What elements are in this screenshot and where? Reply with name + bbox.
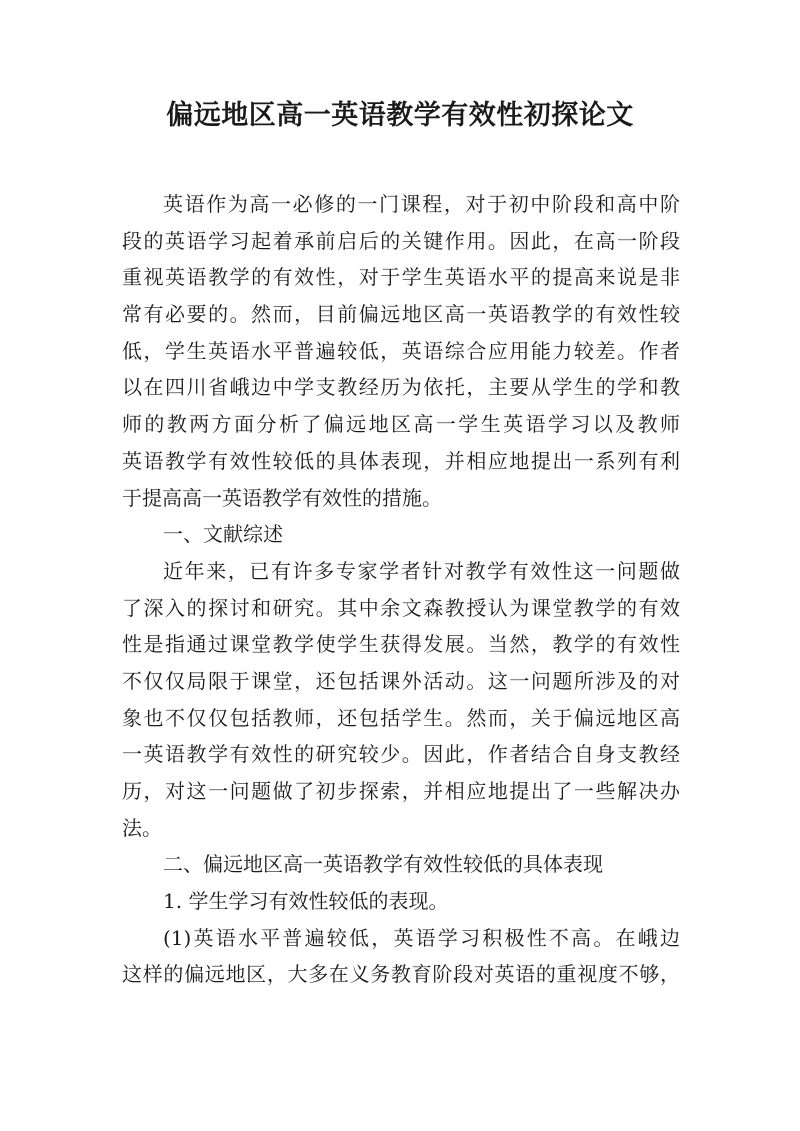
text-line: 常有必要的。然而，目前偏远地区高一英语教学的有效性较	[122, 302, 680, 327]
paragraph-point-one	[122, 920, 680, 993]
text-line: (1)英语水平普遍较低，英语学习积极性不高。在峨边	[163, 925, 680, 950]
paragraph-literature-review	[122, 553, 680, 847]
document-title: 偏远地区高一英语教学有效性初探论文	[166, 100, 634, 131]
text-line: 师的教两方面分析了偏远地区高一学生英语学习以及教师	[122, 412, 680, 437]
text-line: 重视英语教学的有效性，对于学生英语水平的提高来说是非	[122, 265, 680, 290]
text-line: 于提高高一英语教学有效性的措施。	[122, 485, 442, 510]
subsection-heading-student-learning: 1. 学生学习有效性较低的表现。	[163, 889, 449, 914]
text-line: 英语作为高一必修的一门课程，对于初中阶段和高中阶	[163, 192, 680, 216]
paragraph-intro	[122, 186, 680, 516]
text-line: 历，对这一问题做了初步探索，并相应地提出了一些解决办	[122, 779, 680, 803]
text-line: 了深入的探讨和研究。其中余文森教授认为课堂教学的有效	[122, 595, 680, 620]
text-line: 不仅仅局限于课堂，还包括课外活动。这一问题所涉及的对	[122, 668, 680, 693]
text-line: 这样的偏远地区，大多在义务教育阶段对英语的重视度不够，	[122, 962, 680, 987]
section-heading-literature-review: 一、文献综述	[163, 522, 283, 547]
text-line: 段的英语学习起着承前启后的关键作用。因此，在高一阶段	[122, 228, 680, 253]
text-line: 以在四川省峨边中学支教经历为依托，主要从学生的学和教	[122, 375, 680, 400]
text-line: 英语教学有效性较低的具体表现，并相应地提出一系列有利	[122, 448, 680, 473]
text-line: 近年来，已有许多专家学者针对教学有效性这一问题做	[163, 558, 680, 583]
text-line: 法。	[122, 815, 162, 840]
text-line: 象也不仅仅包括教师，还包括学生。然而，关于偏远地区高	[122, 705, 680, 730]
text-line: 一英语教学有效性的研究较少。因此，作者结合自身支教经	[122, 742, 680, 767]
text-line: 性是指通过课堂教学使学生获得发展。当然，教学的有效性	[122, 632, 680, 657]
section-heading-manifestations: 二、偏远地区高一英语教学有效性较低的具体表现	[163, 852, 603, 877]
text-line: 低，学生英语水平普遍较低，英语综合应用能力较差。作者	[122, 338, 680, 363]
document-body	[122, 186, 680, 993]
